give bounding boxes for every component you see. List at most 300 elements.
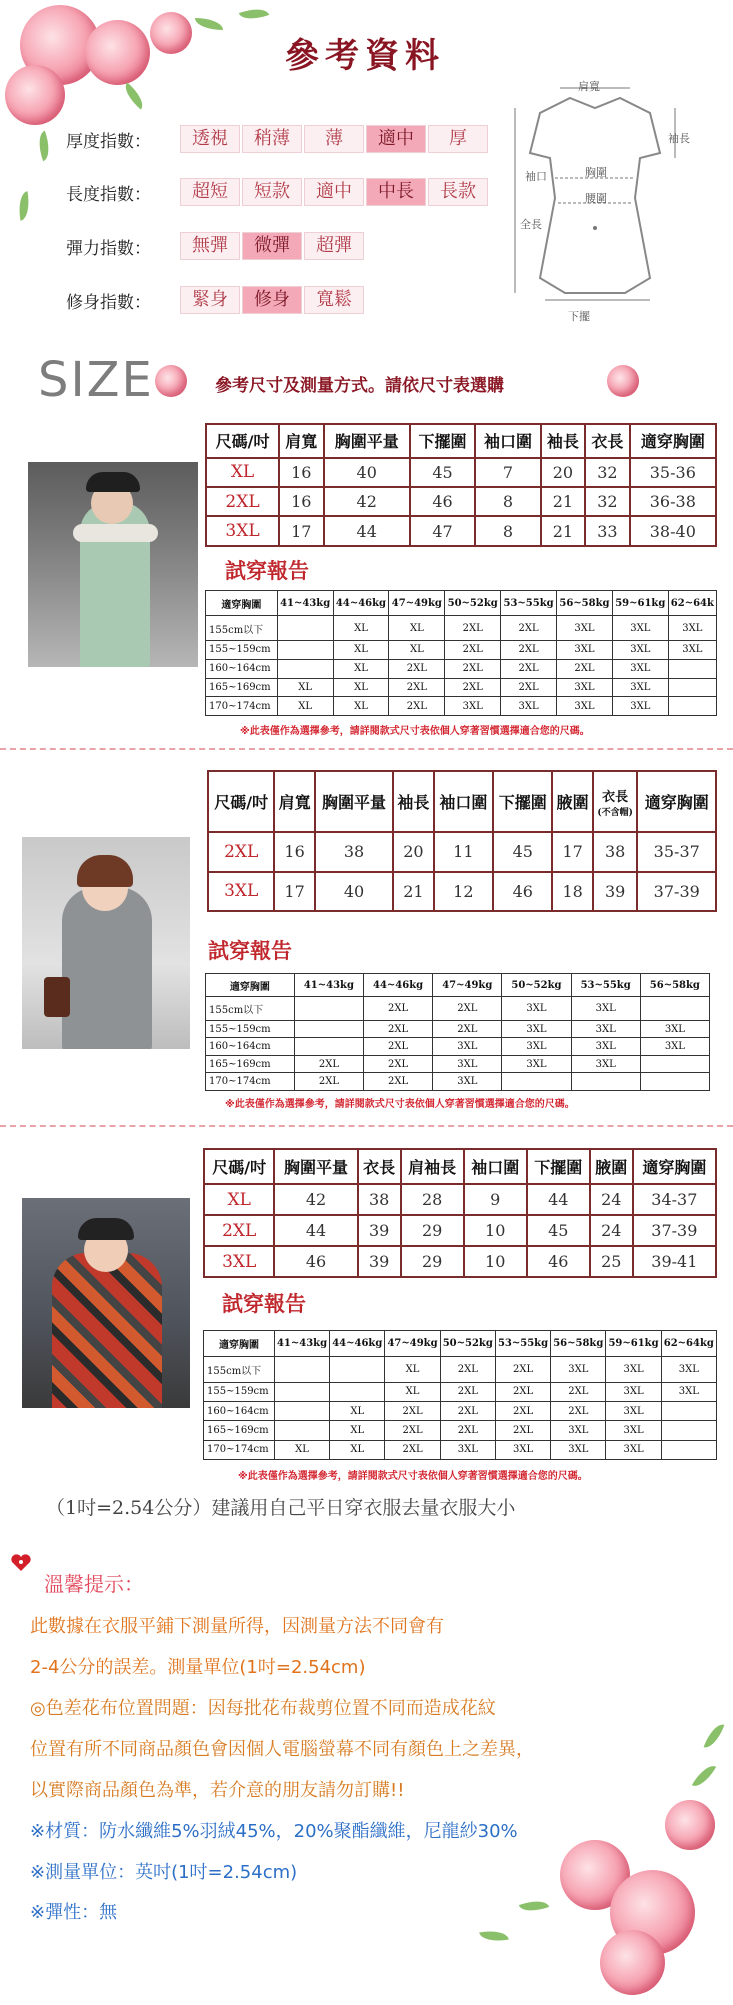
table-cell: 3XL xyxy=(208,872,274,912)
header-cell: 胸圍平量 xyxy=(274,1149,357,1184)
table-cell xyxy=(668,659,716,678)
index-option: 適中 xyxy=(366,125,426,153)
table-cell: 2XL xyxy=(495,1421,550,1440)
table-row xyxy=(204,1382,717,1401)
table-cell: 3XL xyxy=(557,697,613,716)
table-cell: 2XL xyxy=(208,832,274,871)
tips-line: ※材質：防水纖維5%羽絨45%，20%聚酯纖維，尼龍紗30% xyxy=(30,1821,518,1842)
table-row xyxy=(206,1038,710,1056)
index-option: 修身 xyxy=(242,286,302,314)
rose-icon xyxy=(607,365,639,397)
index-option: 緊身 xyxy=(180,286,240,314)
table-cell: 2XL xyxy=(445,641,501,660)
index-option: 稍薄 xyxy=(242,125,302,153)
trial-table-2 xyxy=(205,973,710,1091)
table-row xyxy=(208,832,716,871)
table-cell: 2XL xyxy=(389,678,445,697)
table-cell: 155~159cm xyxy=(204,1382,275,1401)
header-cell: 47~49kg xyxy=(433,974,502,997)
table-row xyxy=(206,659,717,678)
header-cell: 適穿胸圍 xyxy=(206,974,295,997)
label-sleeve: 袖長 xyxy=(668,132,690,145)
table-header-row xyxy=(204,1331,717,1357)
table-cell: 3XL xyxy=(606,1440,661,1459)
header-cell: 44~46kg xyxy=(330,1331,385,1357)
table-cell xyxy=(661,1421,716,1440)
header-cell: 53~55kg xyxy=(501,591,557,616)
table-header-row xyxy=(208,771,716,832)
table-cell: 16 xyxy=(279,458,323,487)
product-photo-3 xyxy=(22,1198,190,1408)
product-photo-1 xyxy=(28,462,198,667)
tips-line: 2-4公分的誤差。測量單位(1吋=2.54cm) xyxy=(30,1657,366,1678)
table-cell: 18 xyxy=(552,872,592,912)
table-cell: 3XL xyxy=(557,616,613,641)
label-chest: 胸圍 xyxy=(585,166,607,179)
header-cell: 59~61kg xyxy=(606,1331,661,1357)
table-cell: 2XL xyxy=(551,1382,606,1401)
table-row xyxy=(206,516,716,546)
header-cell: 44~46kg xyxy=(333,591,389,616)
header-cell: 41~43kg xyxy=(294,974,363,997)
table-cell: 2XL xyxy=(389,697,445,716)
size-table-3 xyxy=(203,1148,717,1278)
table-row xyxy=(204,1421,717,1440)
index-option: 長款 xyxy=(428,178,488,206)
table-cell: 39 xyxy=(358,1246,401,1277)
header-cell: 47~49kg xyxy=(385,1331,440,1357)
table-cell: 40 xyxy=(324,458,410,487)
table-cell: 3XL xyxy=(557,641,613,660)
table-cell: 3XL xyxy=(606,1382,661,1401)
table-cell: 2XL xyxy=(495,1382,550,1401)
table-cell: 2XL xyxy=(385,1421,440,1440)
table-cell: XL xyxy=(274,1440,329,1459)
header-cell: 下擺圍 xyxy=(527,1149,590,1184)
header-cell: 50~52kg xyxy=(440,1331,495,1357)
table-cell: 2XL xyxy=(294,1055,363,1073)
size-table-1 xyxy=(205,423,717,547)
table-cell: 160~164cm xyxy=(206,659,278,678)
table-cell: 3XL xyxy=(445,697,501,716)
size-subtitle: 參考尺寸及測量方式。請依尺寸表選購 xyxy=(215,376,504,396)
table-cell: 3XL xyxy=(612,678,668,697)
table-cell: 37-39 xyxy=(637,872,716,912)
table-cell xyxy=(661,1440,716,1459)
table-cell: 2XL xyxy=(385,1401,440,1420)
table-cell: 170~174cm xyxy=(206,1073,295,1091)
index-option: 微彈 xyxy=(242,232,302,260)
table-cell: 3XL xyxy=(571,1020,640,1038)
header-cell: 下擺圍 xyxy=(493,771,552,832)
index-option: 適中 xyxy=(304,178,364,206)
table-cell: 2XL xyxy=(551,1401,606,1420)
header-cell: 56~58kg xyxy=(551,1331,606,1357)
table-cell: 3XL xyxy=(433,1073,502,1091)
divider xyxy=(0,1125,733,1127)
table-cell: 11 xyxy=(434,832,493,871)
trial-table-1 xyxy=(205,590,717,716)
header-cell: 41~43kg xyxy=(277,591,333,616)
table-row xyxy=(206,458,716,487)
table-row xyxy=(208,872,716,912)
table-cell xyxy=(274,1421,329,1440)
table-cell: 7 xyxy=(475,458,540,487)
table-cell: 2XL xyxy=(364,1055,433,1073)
header-cell: 41~43kg xyxy=(274,1331,329,1357)
table-cell: 33 xyxy=(585,516,629,546)
rose-icon xyxy=(155,365,187,397)
table-cell xyxy=(330,1356,385,1382)
table-row xyxy=(206,997,710,1020)
table-cell: 44 xyxy=(274,1215,357,1246)
table-cell: 2XL xyxy=(557,659,613,678)
table-cell: 21 xyxy=(541,487,585,516)
table-cell: 46 xyxy=(410,487,475,516)
table-row xyxy=(204,1401,717,1420)
conversion-note: （1吋=2.54公分）建議用自己平日穿衣服去量衣服大小 xyxy=(46,1497,516,1519)
header-cell: 53~55kg xyxy=(571,974,640,997)
label-waist: 腰圍 xyxy=(585,192,607,205)
table-cell: 3XL xyxy=(668,641,716,660)
table-cell xyxy=(571,1073,640,1091)
table-cell: 2XL xyxy=(440,1421,495,1440)
table-cell: 38 xyxy=(315,832,393,871)
table-row xyxy=(204,1440,717,1459)
table-cell: 3XL xyxy=(551,1421,606,1440)
table-cell xyxy=(640,997,709,1020)
header-cell: 50~52kg xyxy=(502,974,571,997)
index-option: 超彈 xyxy=(304,232,364,260)
table-cell: 160~164cm xyxy=(204,1401,275,1420)
table-cell: 29 xyxy=(401,1246,464,1277)
table-header-row xyxy=(206,974,710,997)
table-cell: 2XL xyxy=(501,678,557,697)
table-cell: 44 xyxy=(324,516,410,546)
table-header-row xyxy=(204,1149,716,1184)
header-cell: 袖口圍 xyxy=(464,1149,527,1184)
table-cell: 45 xyxy=(410,458,475,487)
table-header-row xyxy=(206,424,716,458)
table-row xyxy=(206,487,716,516)
table-row xyxy=(206,678,717,697)
table-cell: 39 xyxy=(593,872,638,912)
table-cell: XL xyxy=(330,1401,385,1420)
garment-silhouette-diagram xyxy=(500,78,700,328)
table-cell: 3XL xyxy=(204,1246,274,1277)
header-cell: 適穿胸圍 xyxy=(633,1149,716,1184)
table-cell: 3XL xyxy=(612,641,668,660)
table-cell: XL xyxy=(277,678,333,697)
table-cell: 46 xyxy=(274,1246,357,1277)
table-cell: 25 xyxy=(590,1246,633,1277)
table-cell: XL xyxy=(330,1421,385,1440)
index-option: 薄 xyxy=(304,125,364,153)
table-cell: 35-37 xyxy=(637,832,716,871)
table-cell: 16 xyxy=(274,832,314,871)
table-row xyxy=(204,1356,717,1382)
index-option: 寬鬆 xyxy=(304,286,364,314)
table-cell: 29 xyxy=(401,1215,464,1246)
header-cell: 適穿胸圍 xyxy=(206,591,278,616)
tips-title: 溫馨提示： xyxy=(44,1572,144,1596)
table-cell: XL xyxy=(333,659,389,678)
header-cell: 50~52kg xyxy=(445,591,501,616)
table-cell: 155cm以下 xyxy=(206,616,278,641)
table-cell: XL xyxy=(389,641,445,660)
table-cell: 42 xyxy=(324,487,410,516)
trial-note-3: ※此表僅作為選擇參考，請詳閱款式尺寸表依個人穿著習慣選擇適合您的尺碼。 xyxy=(238,1471,588,1482)
table-cell xyxy=(274,1356,329,1382)
header-cell: 47~49kg xyxy=(389,591,445,616)
table-cell: 170~174cm xyxy=(206,697,278,716)
trial-report-title-1: 試穿報告 xyxy=(225,559,309,583)
table-cell: 28 xyxy=(401,1184,464,1215)
header-cell: 59~61kg xyxy=(612,591,668,616)
table-cell: 165~169cm xyxy=(204,1421,275,1440)
table-row xyxy=(206,697,717,716)
table-cell: 2XL xyxy=(385,1440,440,1459)
table-cell: 2XL xyxy=(501,641,557,660)
table-cell: 2XL xyxy=(389,659,445,678)
table-cell: 10 xyxy=(464,1246,527,1277)
table-cell: 2XL xyxy=(445,659,501,678)
table-cell: 46 xyxy=(493,872,552,912)
index-label: 長度指數： xyxy=(66,185,151,205)
table-cell: 37-39 xyxy=(633,1215,716,1246)
index-option: 短款 xyxy=(242,178,302,206)
table-cell xyxy=(640,1055,709,1073)
table-cell: 2XL xyxy=(364,997,433,1020)
trial-report-title-3: 試穿報告 xyxy=(222,1292,306,1316)
table-cell xyxy=(294,1038,363,1056)
table-cell: 160~164cm xyxy=(206,1038,295,1056)
index-option: 厚 xyxy=(428,125,488,153)
trial-note-2: ※此表僅作為選擇參考，請詳閱款式尺寸表依個人穿著習慣選擇適合您的尺碼。 xyxy=(225,1099,575,1110)
table-cell: 3XL xyxy=(551,1440,606,1459)
header-cell: 適穿胸圍 xyxy=(637,771,716,832)
table-cell: 3XL xyxy=(433,1038,502,1056)
table-cell xyxy=(277,659,333,678)
tips-line: 位置有所不同商品顏色會因個人電腦螢幕不同有顏色上之差異， xyxy=(30,1739,534,1760)
table-cell: 38 xyxy=(358,1184,401,1215)
table-cell: 9 xyxy=(464,1184,527,1215)
table-cell: 17 xyxy=(274,872,314,912)
table-cell: 3XL xyxy=(571,997,640,1020)
table-cell: 12 xyxy=(434,872,493,912)
table-cell xyxy=(277,616,333,641)
table-cell: 17 xyxy=(552,832,592,871)
table-cell: 3XL xyxy=(495,1440,550,1459)
table-cell: 17 xyxy=(279,516,323,546)
table-cell: 3XL xyxy=(502,1038,571,1056)
table-row xyxy=(206,616,717,641)
table-cell: 2XL xyxy=(204,1215,274,1246)
table-cell: 2XL xyxy=(206,487,279,516)
table-cell: 2XL xyxy=(495,1401,550,1420)
index-label: 修身指數： xyxy=(66,293,151,313)
table-cell xyxy=(668,697,716,716)
table-cell: 34-37 xyxy=(633,1184,716,1215)
index-option: 無彈 xyxy=(180,232,240,260)
table-cell: 3XL xyxy=(612,697,668,716)
table-cell: 155~159cm xyxy=(206,641,278,660)
header-cell: 腋圍 xyxy=(590,1149,633,1184)
label-cuff: 袖口 xyxy=(525,170,547,183)
table-cell: 3XL xyxy=(502,1020,571,1038)
table-cell: XL xyxy=(385,1382,440,1401)
table-cell: 3XL xyxy=(612,616,668,641)
table-cell: 32 xyxy=(585,487,629,516)
table-row xyxy=(204,1215,716,1246)
table-cell: 3XL xyxy=(606,1356,661,1382)
table-cell: 45 xyxy=(527,1215,590,1246)
table-cell: 3XL xyxy=(606,1421,661,1440)
table-cell xyxy=(294,997,363,1020)
tips-line: ※測量單位：英吋(1吋=2.54cm) xyxy=(30,1862,298,1883)
table-cell: 24 xyxy=(590,1184,633,1215)
table-cell: 20 xyxy=(393,832,433,871)
table-cell: 8 xyxy=(475,487,540,516)
table-cell: 2XL xyxy=(495,1356,550,1382)
table-cell: 2XL xyxy=(501,659,557,678)
header-cell: 肩袖長 xyxy=(401,1149,464,1184)
table-cell xyxy=(640,1073,709,1091)
header-cell: 袖長 xyxy=(393,771,433,832)
heart-icon xyxy=(10,1553,32,1573)
header-cell: 尺碼/吋 xyxy=(208,771,274,832)
table-cell: XL xyxy=(385,1356,440,1382)
header-cell: 53~55kg xyxy=(495,1331,550,1357)
header-cell: 袖長 xyxy=(541,424,585,458)
table-cell: 39-41 xyxy=(633,1246,716,1277)
trial-report-title-2: 試穿報告 xyxy=(208,939,292,963)
header-cell: 尺碼/吋 xyxy=(204,1149,274,1184)
table-cell: 3XL xyxy=(501,697,557,716)
table-cell: 2XL xyxy=(501,616,557,641)
table-cell: 3XL xyxy=(571,1055,640,1073)
index-option: 透視 xyxy=(180,125,240,153)
header-cell: 62~64k xyxy=(668,591,716,616)
table-cell: 3XL xyxy=(557,678,613,697)
table-cell: 3XL xyxy=(571,1038,640,1056)
table-cell: 32 xyxy=(585,458,629,487)
table-cell xyxy=(661,1401,716,1420)
header-cell: 衣長 xyxy=(585,424,629,458)
table-cell: 170~174cm xyxy=(204,1440,275,1459)
table-cell: 2XL xyxy=(364,1073,433,1091)
index-label: 厚度指數： xyxy=(66,132,151,152)
table-cell: 2XL xyxy=(445,616,501,641)
trial-note-1: ※此表僅作為選擇參考，請詳閱款式尺寸表依個人穿著習慣選擇適合您的尺碼。 xyxy=(240,726,590,737)
table-cell: 3XL xyxy=(661,1356,716,1382)
table-cell: 2XL xyxy=(440,1382,495,1401)
header-cell: 56~58kg xyxy=(557,591,613,616)
table-cell: XL xyxy=(389,616,445,641)
table-cell: 2XL xyxy=(433,1020,502,1038)
table-cell: 10 xyxy=(464,1215,527,1246)
header-cell: 適穿胸圍 xyxy=(630,424,716,458)
table-cell: XL xyxy=(206,458,279,487)
table-cell: 3XL xyxy=(661,1382,716,1401)
table-cell: 3XL xyxy=(640,1038,709,1056)
index-option: 中長 xyxy=(366,178,426,206)
table-cell: 155cm以下 xyxy=(204,1356,275,1382)
table-cell: XL xyxy=(333,697,389,716)
table-cell: XL xyxy=(333,678,389,697)
table-cell: XL xyxy=(333,641,389,660)
table-cell: 47 xyxy=(410,516,475,546)
table-cell: 45 xyxy=(493,832,552,871)
table-cell xyxy=(668,678,716,697)
table-cell xyxy=(274,1382,329,1401)
table-cell: 2XL xyxy=(440,1401,495,1420)
trial-table-3 xyxy=(203,1330,717,1460)
table-cell: 16 xyxy=(279,487,323,516)
table-cell xyxy=(274,1401,329,1420)
table-cell: 155cm以下 xyxy=(206,997,295,1020)
index-option: 超短 xyxy=(180,178,240,206)
table-cell: 21 xyxy=(393,872,433,912)
table-cell: 8 xyxy=(475,516,540,546)
table-cell: 46 xyxy=(527,1246,590,1277)
size-heading: SIZE xyxy=(38,352,154,408)
table-cell xyxy=(502,1073,571,1091)
header-cell: 衣長 (不含帽) xyxy=(593,771,638,832)
table-cell: 3XL xyxy=(668,616,716,641)
table-row xyxy=(206,641,717,660)
tips-line: ◎色差花布位置問題：因每批花布裁剪位置不同而造成花紋 xyxy=(30,1698,496,1719)
table-cell: XL xyxy=(204,1184,274,1215)
header-cell: 44~46kg xyxy=(364,974,433,997)
header-cell: 衣長 xyxy=(358,1149,401,1184)
table-cell: 3XL xyxy=(502,1055,571,1073)
table-cell: 36-38 xyxy=(630,487,716,516)
table-cell: 39 xyxy=(358,1215,401,1246)
header-cell: 56~58kg xyxy=(640,974,709,997)
header-cell: 適穿胸圍 xyxy=(204,1331,275,1357)
table-cell: 40 xyxy=(315,872,393,912)
table-cell: 3XL xyxy=(433,1055,502,1073)
label-shoulder: 肩寬 xyxy=(578,80,600,93)
table-cell: 3XL xyxy=(206,516,279,546)
divider xyxy=(0,748,733,750)
table-cell: 165~169cm xyxy=(206,1055,295,1073)
table-header-row xyxy=(206,591,717,616)
table-cell: 44 xyxy=(527,1184,590,1215)
header-cell: 胸圍平量 xyxy=(315,771,393,832)
table-row xyxy=(206,1020,710,1038)
header-cell: 尺碼/吋 xyxy=(206,424,279,458)
header-cell: 袖口圍 xyxy=(475,424,540,458)
table-row xyxy=(206,1055,710,1073)
table-cell: 165~169cm xyxy=(206,678,278,697)
table-cell: 21 xyxy=(541,516,585,546)
table-row xyxy=(206,1073,710,1091)
table-cell: 42 xyxy=(274,1184,357,1215)
header-cell: 袖口圍 xyxy=(434,771,493,832)
label-hem: 下擺 xyxy=(568,310,590,323)
tips-line: 此數據在衣服平鋪下測量所得，因測量方法不同會有 xyxy=(30,1616,444,1637)
table-cell xyxy=(277,641,333,660)
page-title: 參考資料 xyxy=(285,36,445,76)
header-cell: 腋圍 xyxy=(552,771,592,832)
table-cell: 2XL xyxy=(445,678,501,697)
table-cell: 38 xyxy=(593,832,638,871)
tips-line: 以實際商品顏色為準，若介意的朋友請勿訂購!! xyxy=(30,1780,405,1801)
product-photo-2 xyxy=(22,837,190,1049)
header-cell: 肩寬 xyxy=(279,424,323,458)
